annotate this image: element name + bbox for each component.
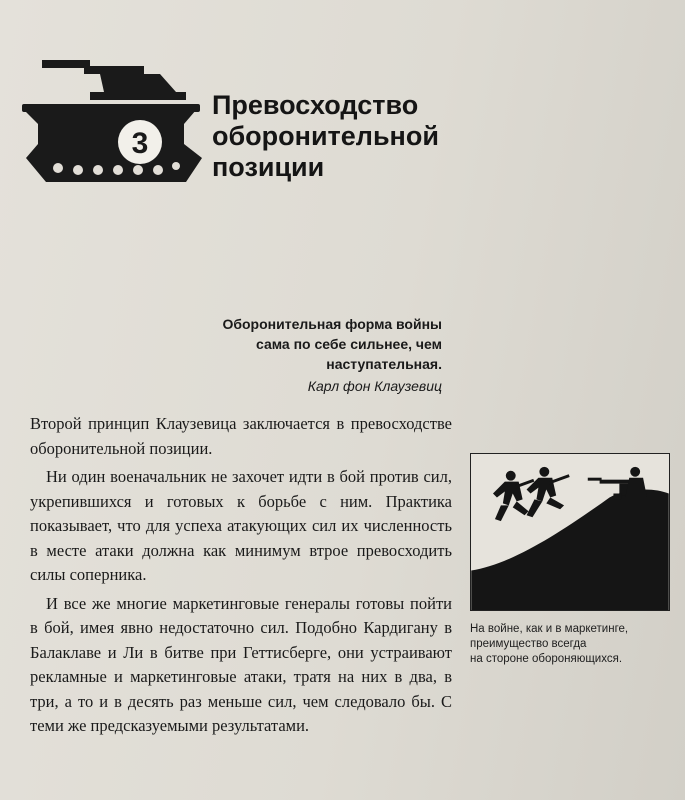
epigraph (180, 314, 442, 396)
epigraph-author: Карл фон Клаузевиц (307, 378, 442, 394)
paragraph: Второй принцип Клаузевица заключается в превосходстве оборонительной позиции. (30, 414, 452, 458)
illustration-frame (470, 453, 670, 611)
figure-caption (470, 622, 670, 667)
chapter-number: 3 (131, 127, 149, 160)
caption-line: На войне, как и в маркетинге, (470, 623, 629, 635)
caption-line: на стороне обороняющихся. (470, 653, 623, 665)
paragraph: Ни один военачальник не захочет идти в бой против сил, укрепившихся и готовых к борьбе с ним. Практика показывает, что для успеха атакующих сил их численность в месте атаки должна как минимум втрое превосходить силы соперника. (30, 467, 452, 584)
body-text (30, 412, 452, 739)
epigraph-line: сама по себе сильнее, чем наступательная. (256, 336, 442, 372)
chapter-title-line: Превосходство (212, 90, 419, 120)
chapter-title-line: позиции (212, 152, 325, 182)
battle-illustration (471, 454, 669, 610)
chapter-title-line: оборонительной (212, 121, 439, 151)
caption-line: преимущество всегда (470, 638, 587, 650)
paragraph: И все же многие маркетинговые генералы готовы пойти в бой, имея явно недостаточно сил. Подобно Кардигану в Балаклаве и Ли в битве при Геттисберге, они устраивают рекламные и маркетинговые атаки, тратя на них в два, в три, а то и в десять раз меньше сил, чем следовало бы. С теми же предсказуемыми результатами. (30, 593, 452, 735)
tank-icon (20, 52, 206, 192)
epigraph-line: Оборонительная форма войны (222, 316, 442, 332)
chapter-title (212, 90, 512, 183)
